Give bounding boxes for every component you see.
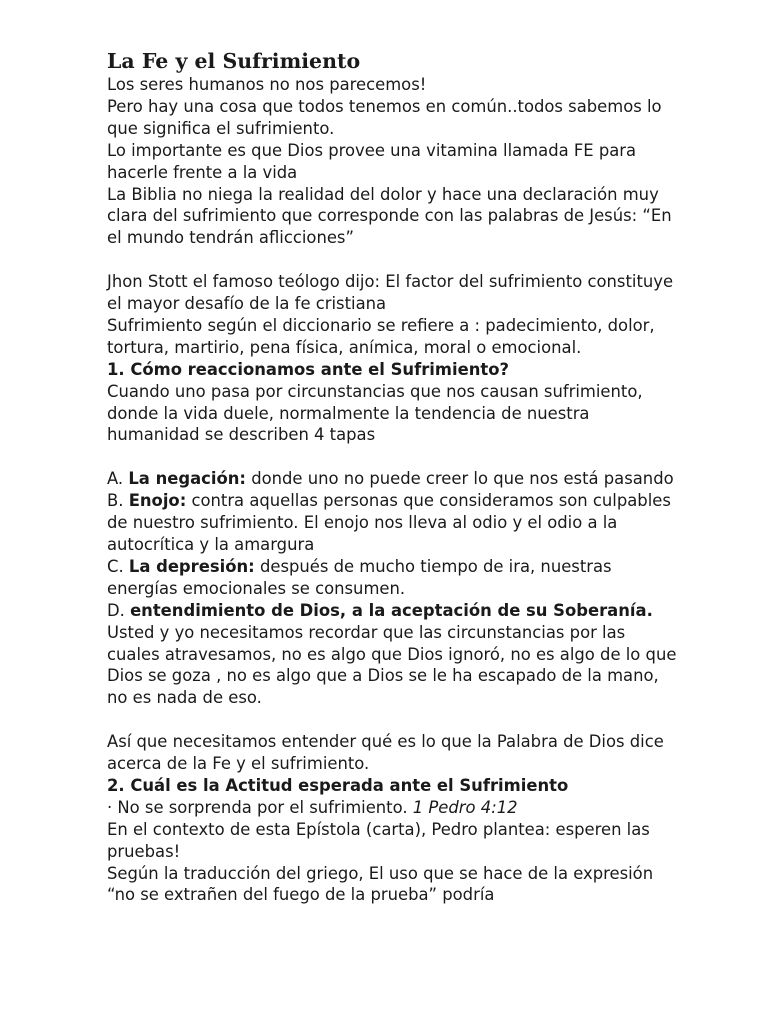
intro-line-2: Pero hay una cosa que todos tenemos en común..todos sabemos lo que significa el sufrimiento. <box>107 96 662 138</box>
paragraph-gap <box>107 249 677 271</box>
section-1-heading: 1. Cómo reaccionamos ante el Sufrimiento? <box>107 359 509 379</box>
stage-item-c: C. La depresión: después de mucho tiempo de ira, nuestras energías emocionales se consumen. <box>107 556 612 598</box>
section-2-heading: 2. Cuál es la Actitud esperada ante el Sufrimiento <box>107 775 569 795</box>
intro-line-1: Los seres humanos no nos parecemos! <box>107 75 427 94</box>
paragraph-gap <box>107 446 677 468</box>
scripture-reference: 1 Pedro 4:12 <box>412 797 518 817</box>
intro-line-4: La Biblia no niega la realidad del dolor y hace una declaración muy clara del sufrimiento que corresponde con las palabras de Jesús: “En el mundo tendrán aflicciones” <box>107 184 672 248</box>
stage-item-a: A. La negación: donde uno no puede creer lo que nos está pasando <box>107 469 674 489</box>
stott-quote: Jhon Stott el famoso teólogo dijo: El factor del sufrimiento constituye el mayor desafío de la fe cristiana <box>107 272 674 314</box>
transition-paragraph: Así que necesitamos entender qué es lo que la Palabra de Dios dice acerca de la Fe y el sufrimiento. <box>107 732 664 774</box>
intro-line-3: Lo importante es que Dios provee una vitamina llamada FE para hacerle frente a la vida <box>107 140 637 182</box>
document-page <box>107 48 677 906</box>
stage-item-d: D. entendimiento de Dios, a la aceptación de su Soberanía. Usted y yo necesitamos recordar que las circunstancias por las cuales atravesamos, no es algo que Dios ignoró, no es algo de lo que Dios se goza , no es algo que a Dios se le ha escapado de la mano, no es nada de eso. <box>107 600 677 708</box>
suffering-definition: Sufrimiento según el diccionario se refiere a : padecimiento, dolor, tortura, martirio, pena física, anímica, moral o emocional. <box>107 315 655 357</box>
section-2-bullet: · No se sorprenda por el sufrimiento. 1 Pedro 4:12 <box>107 797 518 817</box>
document-title: La Fe y el Sufrimiento <box>107 49 361 73</box>
stage-item-b: B. Enojo: contra aquellas personas que consideramos son culpables de nuestro sufrimiento. El enojo nos lleva al odio y el odio a la autocrítica y la amargura <box>107 491 671 554</box>
section-2-paragraph-2: Según la traducción del griego, El uso que se hace de la expresión “no se extrañen del fuego de la prueba” podría <box>107 863 654 905</box>
section-2-paragraph-1: En el contexto de esta Epístola (carta), Pedro plantea: esperen las pruebas! <box>107 819 650 861</box>
paragraph-gap <box>107 709 677 731</box>
section-1-text: Cuando uno pasa por circunstancias que nos causan sufrimiento, donde la vida duele, normalmente la tendencia de nuestra humanidad se describen 4 tapas <box>107 381 643 445</box>
